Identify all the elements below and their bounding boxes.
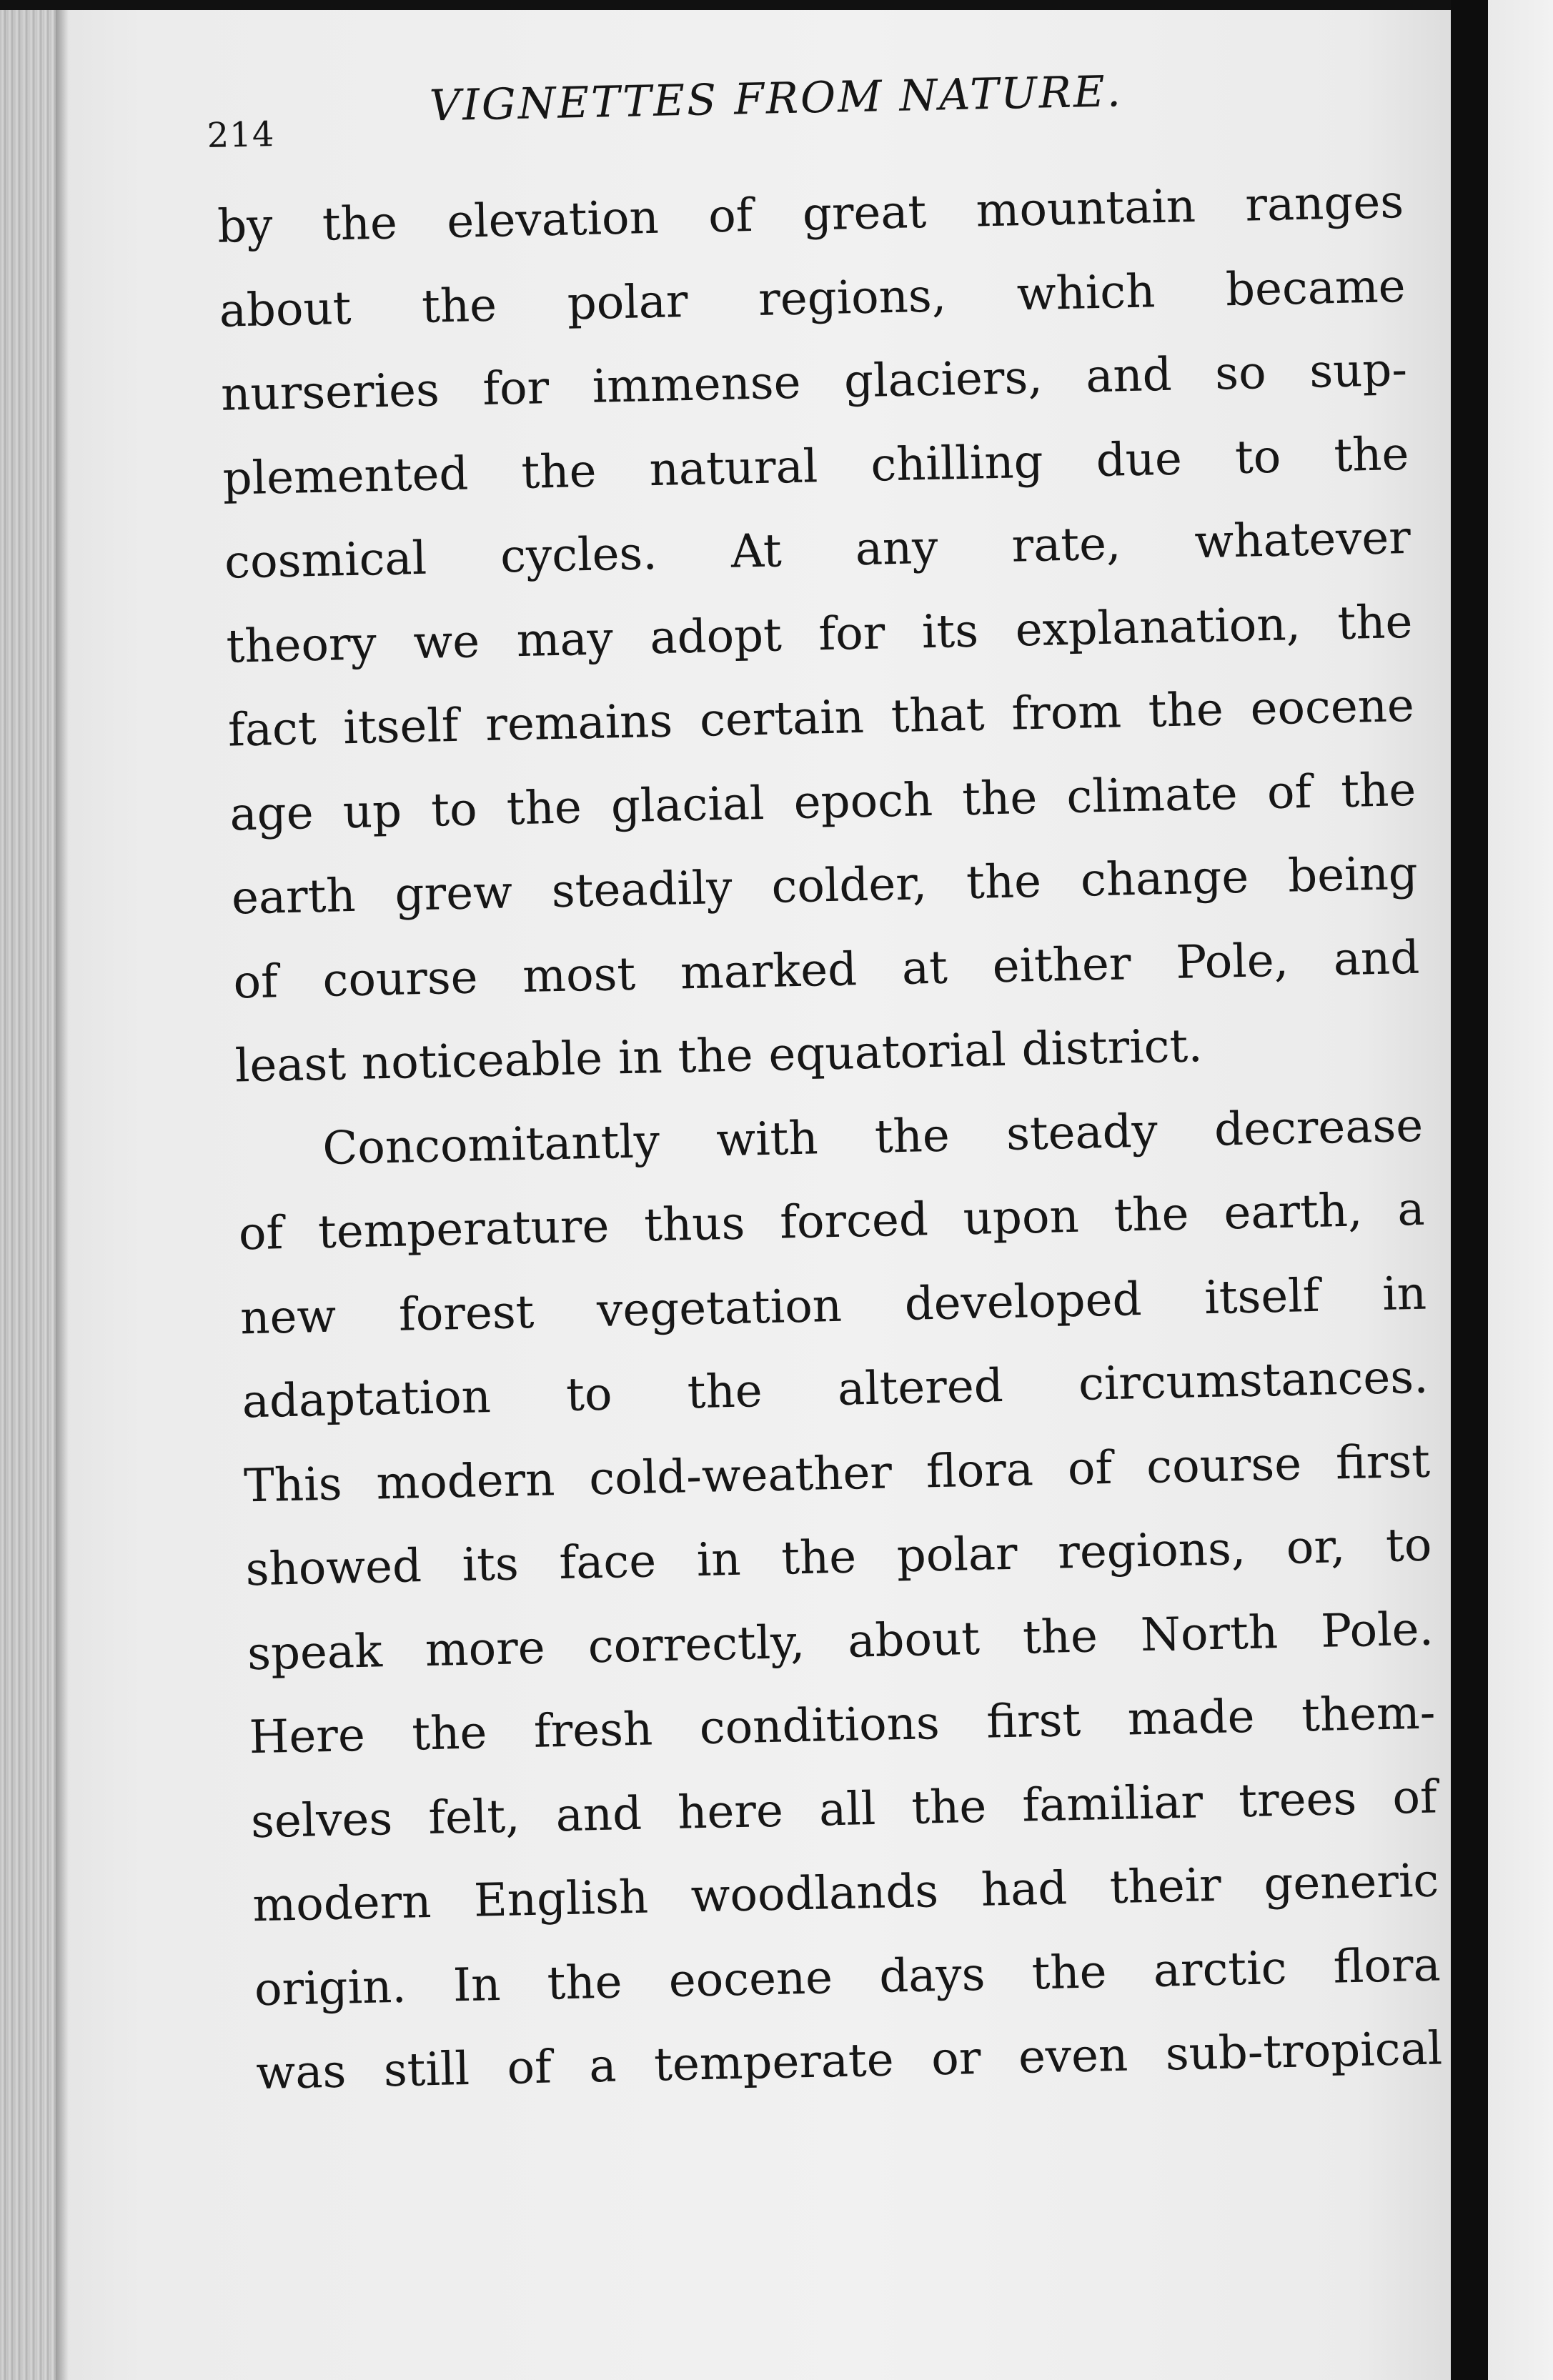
word: arctic — [1153, 1941, 1288, 1998]
word: flora — [1332, 1938, 1442, 1994]
word: modern — [375, 1453, 556, 1510]
word: elevation — [446, 191, 660, 249]
word: in — [617, 1030, 663, 1085]
word: even — [1018, 2028, 1128, 2084]
word: regions, — [758, 269, 947, 327]
word: decrease — [1214, 1099, 1424, 1157]
word: the — [520, 444, 597, 499]
word: the — [1148, 683, 1224, 738]
word: English — [473, 1871, 649, 1928]
word: adaptation — [242, 1370, 492, 1429]
word: the — [961, 771, 1038, 826]
word: glaciers, — [843, 351, 1043, 409]
word: face — [558, 1535, 657, 1590]
word: generic — [1263, 1854, 1439, 1911]
word: in — [1381, 1267, 1427, 1321]
word: ranges — [1244, 175, 1404, 232]
word: here — [677, 1784, 784, 1840]
word: plemented — [222, 447, 470, 506]
word: rate, — [1011, 517, 1122, 573]
word: At — [730, 524, 783, 579]
word: days — [878, 1948, 986, 2003]
word: steadily — [551, 861, 733, 919]
word: to — [1234, 430, 1282, 484]
word: North — [1140, 1605, 1279, 1662]
word: colder, — [770, 857, 928, 914]
word: cycles. — [500, 527, 658, 584]
word: altered — [837, 1360, 1004, 1416]
word: marked — [680, 942, 858, 1000]
word: of — [708, 189, 754, 244]
word: a — [1396, 1182, 1426, 1237]
word: them- — [1301, 1686, 1437, 1743]
word: polar — [896, 1527, 1018, 1583]
word: by — [217, 199, 274, 254]
word: had — [981, 1862, 1068, 1917]
word: theory — [225, 617, 377, 674]
word: the — [1333, 427, 1410, 482]
word: district. — [1021, 1020, 1204, 1077]
word: to — [565, 1368, 613, 1422]
word: first — [1335, 1435, 1431, 1490]
word: its — [921, 604, 979, 659]
word: the — [1336, 595, 1414, 650]
word: sup- — [1309, 343, 1408, 399]
word: age — [229, 786, 314, 842]
word: first — [986, 1693, 1081, 1749]
word: polar — [566, 274, 689, 331]
word: upon — [962, 1190, 1080, 1246]
word: explanation, — [1014, 597, 1301, 657]
word: forced — [779, 1193, 929, 1250]
word: chilling — [870, 435, 1044, 492]
word: or — [931, 2031, 982, 2086]
word: temperate — [653, 2033, 895, 2092]
word: climate — [1066, 767, 1239, 824]
word: or, — [1286, 1520, 1346, 1575]
word: either — [991, 937, 1132, 993]
word: glacial — [610, 777, 765, 833]
word: the — [911, 1780, 987, 1835]
word: due — [1095, 432, 1183, 487]
word: course — [1146, 1437, 1302, 1494]
word: made — [1127, 1690, 1256, 1746]
word: itself — [342, 699, 460, 755]
word: and — [1085, 348, 1173, 404]
word: for — [818, 606, 886, 661]
word: for — [482, 362, 550, 417]
word: more — [425, 1621, 546, 1677]
word: eocene — [1249, 679, 1415, 736]
word: and — [555, 1787, 642, 1842]
body-text — [217, 161, 1443, 2116]
running-title: VIGNETTES FROM NATURE. — [429, 66, 1123, 131]
word: In — [452, 1958, 502, 2012]
word: the — [1031, 1945, 1108, 2000]
word: developed — [903, 1273, 1143, 1331]
word: Pole. — [1320, 1603, 1434, 1658]
word: modern — [252, 1876, 432, 1933]
word: we — [412, 614, 480, 669]
word: eocene — [668, 1951, 833, 2008]
word: of — [232, 955, 279, 1010]
word: whatever — [1194, 511, 1411, 569]
word: cold-weather — [588, 1445, 893, 1505]
word: sub-tropical — [1164, 2022, 1443, 2081]
word: adopt — [649, 608, 783, 664]
word: all — [818, 1782, 876, 1837]
word: the — [411, 1706, 488, 1761]
word: about — [847, 1612, 981, 1668]
word: conditions — [699, 1697, 941, 1756]
word: any — [855, 521, 939, 577]
word: nurseries — [220, 364, 440, 422]
word: steady — [1006, 1104, 1158, 1161]
word: fresh — [533, 1703, 653, 1758]
word: the — [874, 1109, 951, 1164]
word: showed — [244, 1540, 422, 1597]
word: trees — [1238, 1772, 1357, 1828]
book-page — [207, 54, 1443, 2101]
word: natural — [648, 439, 818, 497]
word: most — [522, 947, 636, 1003]
word: their — [1109, 1858, 1222, 1915]
word: of — [1067, 1441, 1113, 1495]
word: Concomitantly — [322, 1115, 660, 1175]
word: circumstances. — [1078, 1350, 1429, 1411]
word: of — [506, 2041, 552, 2095]
word: being — [1287, 847, 1419, 903]
word: equatorial — [768, 1023, 1007, 1082]
word: flora — [926, 1443, 1034, 1498]
word: noticeable — [361, 1032, 603, 1090]
word: remains — [485, 694, 673, 752]
word: a — [588, 2039, 617, 2093]
word: at — [901, 941, 948, 995]
word: cosmical — [224, 532, 427, 589]
word: the — [677, 1029, 754, 1084]
word: about — [219, 282, 352, 338]
word: correctly, — [587, 1615, 805, 1673]
word: which — [1016, 264, 1156, 321]
paragraph-2 — [236, 1084, 1443, 2116]
word: the — [1340, 763, 1416, 818]
word: origin. — [254, 1960, 407, 2016]
word: the — [546, 1955, 623, 2011]
word: up — [342, 785, 402, 839]
word: fact — [227, 702, 317, 757]
word: itself — [1204, 1269, 1321, 1325]
word: speak — [247, 1624, 383, 1681]
word: forest — [398, 1285, 535, 1342]
word: course — [322, 950, 479, 1007]
word: in — [696, 1533, 742, 1588]
word: earth, — [1223, 1184, 1364, 1240]
word: its — [461, 1538, 520, 1592]
right-margin — [1488, 0, 1553, 2380]
book-spine-edge — [0, 10, 56, 2380]
word: to — [1385, 1518, 1433, 1573]
right-edge-bar — [1451, 0, 1488, 2380]
word: grew — [394, 866, 513, 922]
word: woodlands — [690, 1865, 939, 1923]
word: Here — [248, 1708, 366, 1765]
word: new — [239, 1290, 337, 1345]
word: the — [506, 780, 582, 835]
word: This — [243, 1457, 343, 1513]
word: of — [1266, 765, 1312, 820]
word: of — [1391, 1771, 1438, 1825]
word: Pole, — [1175, 934, 1289, 990]
word: great — [802, 185, 927, 242]
running-head — [207, 54, 1409, 157]
word: was — [255, 2045, 347, 2101]
word: regions, — [1057, 1523, 1246, 1580]
word: the — [780, 1530, 857, 1585]
word: the — [421, 279, 497, 334]
top-border — [0, 0, 1553, 10]
word: of — [238, 1207, 284, 1261]
word: change — [1080, 850, 1249, 907]
word: felt, — [427, 1789, 521, 1845]
word: mountain — [975, 180, 1196, 238]
word: so — [1214, 347, 1267, 401]
word: least — [234, 1037, 347, 1093]
word: familiar — [1021, 1775, 1204, 1833]
word: selves — [250, 1792, 393, 1848]
word: with — [715, 1111, 819, 1167]
word: from — [1011, 685, 1122, 741]
gutter-shadow — [56, 10, 69, 2380]
word: that — [890, 688, 986, 744]
word: and — [1333, 931, 1420, 986]
word: may — [515, 612, 614, 667]
word: the — [687, 1365, 763, 1420]
word: immense — [592, 356, 802, 414]
word: the — [1022, 1609, 1098, 1665]
word: thus — [643, 1197, 746, 1253]
word: became — [1225, 259, 1406, 317]
word: still — [383, 2042, 470, 2098]
word: temperature — [317, 1200, 610, 1260]
page-number: 214 — [207, 114, 275, 156]
word: to — [430, 782, 478, 837]
word: the — [966, 855, 1042, 910]
word: the — [322, 196, 398, 252]
word: vegetation — [596, 1279, 843, 1338]
word: the — [1113, 1187, 1190, 1243]
word: certain — [699, 690, 865, 747]
paragraph-1 — [217, 161, 1422, 1109]
word: earth — [231, 869, 357, 925]
word: epoch — [793, 773, 933, 830]
